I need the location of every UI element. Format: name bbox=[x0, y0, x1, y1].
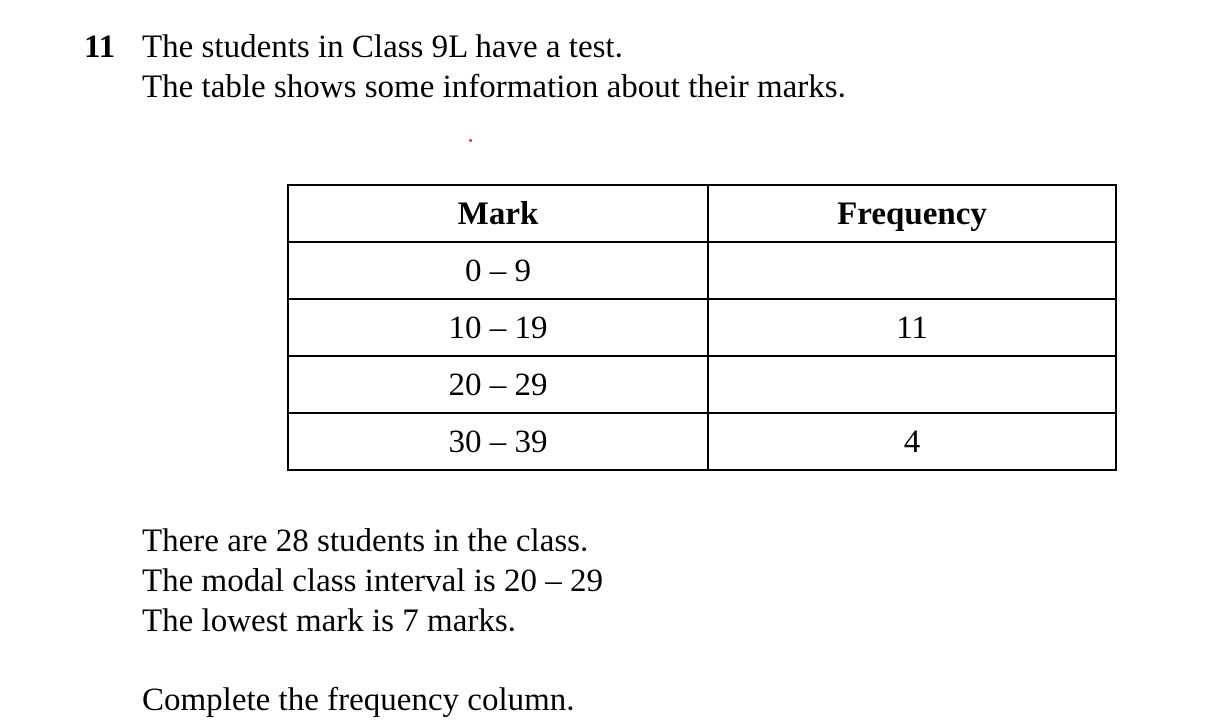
table-row bbox=[288, 356, 1116, 413]
fact-line-2: The modal class interval is 20 – 29 bbox=[142, 563, 603, 599]
frequency-cell[interactable] bbox=[708, 242, 1116, 299]
intro-line-2: The table shows some information about their marks. bbox=[142, 69, 846, 105]
table-row bbox=[288, 299, 1116, 356]
fact-line-1: There are 28 students in the class. bbox=[142, 523, 589, 559]
instruction-text: Complete the frequency column. bbox=[142, 682, 575, 718]
frequency-table bbox=[287, 184, 1117, 471]
mark-cell: 20 – 29 bbox=[288, 356, 708, 413]
red-dot-mark bbox=[469, 139, 472, 142]
table-row bbox=[288, 413, 1116, 470]
fact-line-3: The lowest mark is 7 marks. bbox=[142, 603, 516, 639]
frequency-cell[interactable] bbox=[708, 356, 1116, 413]
intro-line-1: The students in Class 9L have a test. bbox=[142, 29, 623, 65]
question-facts bbox=[142, 521, 603, 641]
table-row bbox=[288, 242, 1116, 299]
header-frequency: Frequency bbox=[708, 185, 1116, 242]
question-number: 11 bbox=[84, 29, 116, 65]
mark-cell: 30 – 39 bbox=[288, 413, 708, 470]
frequency-cell: 11 bbox=[708, 299, 1116, 356]
mark-cell: 0 – 9 bbox=[288, 242, 708, 299]
question-intro bbox=[142, 27, 846, 107]
mark-cell: 10 – 19 bbox=[288, 299, 708, 356]
header-mark: Mark bbox=[288, 185, 708, 242]
table-header-row bbox=[288, 185, 1116, 242]
frequency-cell: 4 bbox=[708, 413, 1116, 470]
